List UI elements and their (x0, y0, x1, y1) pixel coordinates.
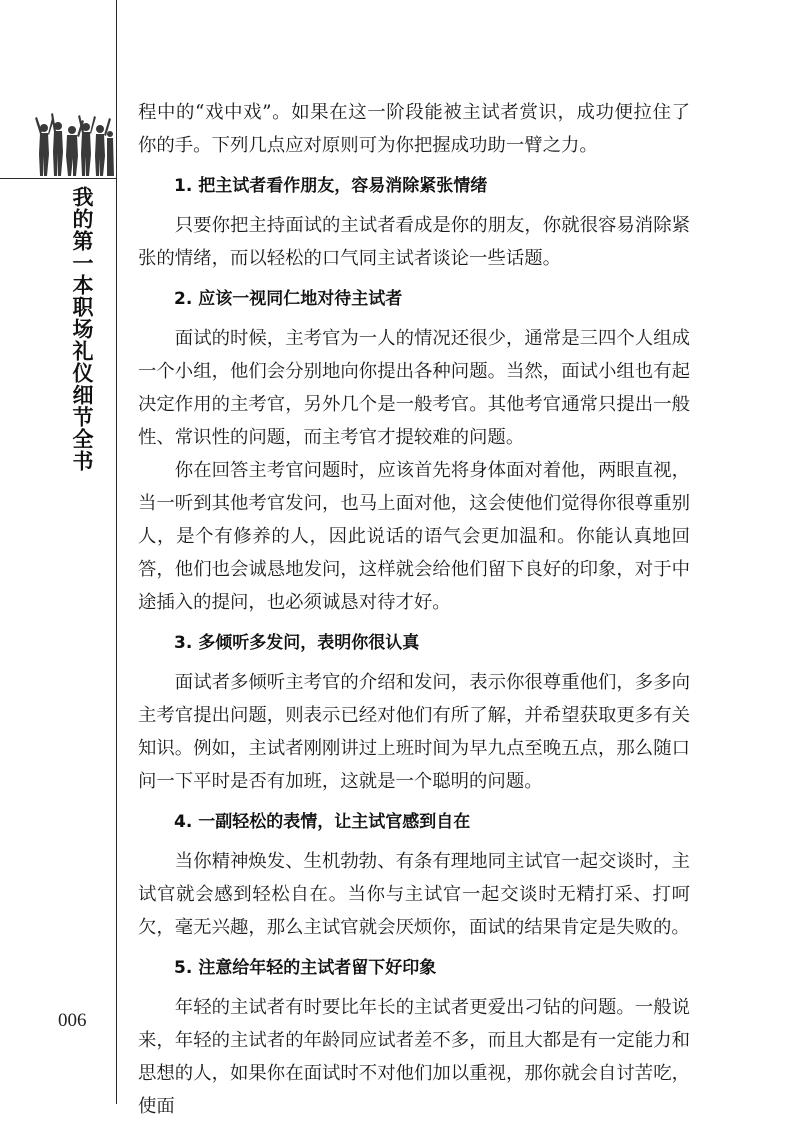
header-divider-line (0, 178, 117, 179)
body-paragraph: 面试的时候，主考官为一人的情况还很少，通常是三四个人组成一个小组，他们会分别地向你提出各种问题。当然，面试小组也有起决定作用的主考官，另外几个是一般考官。其他考官通常只提出一般性、常识性的问题，而主考官才提较难的问题。 (138, 328, 690, 448)
main-text (138, 96, 690, 1123)
section-heading: 5. 注意给年轻的主试者留下好印象 (174, 958, 437, 978)
section-heading: 3. 多倾听多发问，表明你很认真 (174, 633, 420, 653)
margin-divider-line (116, 0, 117, 1104)
body-paragraph: 面试者多倾听主考官的介绍和发问，表示你很尊重他们，多多向主考官提出问题，则表示已经对他们有所了解，并希望获取更多有关知识。例如，主试者刚刚讲过上班时间为早九点至晚五点，那么随口问一下平时是否有加班，这就是一个聪明的问题。 (138, 672, 690, 792)
section-heading: 2. 应该一视同仁地对待主试者 (174, 289, 403, 309)
business-people-silhouette-icon (34, 104, 114, 176)
intro-paragraph: 程中的“戏中戏”。如果在这一阶段能被主试者赏识，成功便拉住了你的手。下列几点应对原则可为你把握成功助一臂之力。 (138, 102, 690, 156)
section-heading: 4. 一副轻松的表情，让主试官感到自在 (174, 812, 471, 832)
body-paragraph: 只要你把主持面试的主试者看成是你的朋友，你就很容易消除紧张的情绪，而以轻松的口气同主试者谈论一些话题。 (138, 215, 690, 269)
body-paragraph: 你在回答主考官问题时，应该首先将身体面对着他，两眼直视，当一听到其他考官发问，也马上面对他，这会使他们觉得你很尊重别人，是个有修养的人，因此说话的语气会更加温和。你能认真地回答，他们也会诚恳地发问，这样就会给他们留下良好的印象，对于中途插入的提问，也必须诚恳对待才好。 (138, 460, 690, 613)
body-paragraph: 年轻的主试者有时要比年长的主试者更爱出刁钻的问题。一般说来，年轻的主试者的年龄同应试者差不多，而且大都是有一定能力和思想的人，如果你在面试时不对他们加以重视，那你就会自讨苦吃，使面 (138, 997, 690, 1117)
page-number: 006 (58, 1010, 87, 1031)
body-paragraph: 当你精神焕发、生机勃勃、有条有理地同主试官一起交谈时，主试官就会感到轻松自在。当你与主试官一起交谈时无精打采、打呵欠，毫无兴趣，那么主试官就会厌烦你，面试的结果肯定是失败的。 (138, 851, 690, 938)
section-heading: 1. 把主试者看作朋友，容易消除紧张情绪 (174, 176, 488, 196)
book-title: 我的第一本职场礼仪细节全书 (70, 186, 94, 472)
